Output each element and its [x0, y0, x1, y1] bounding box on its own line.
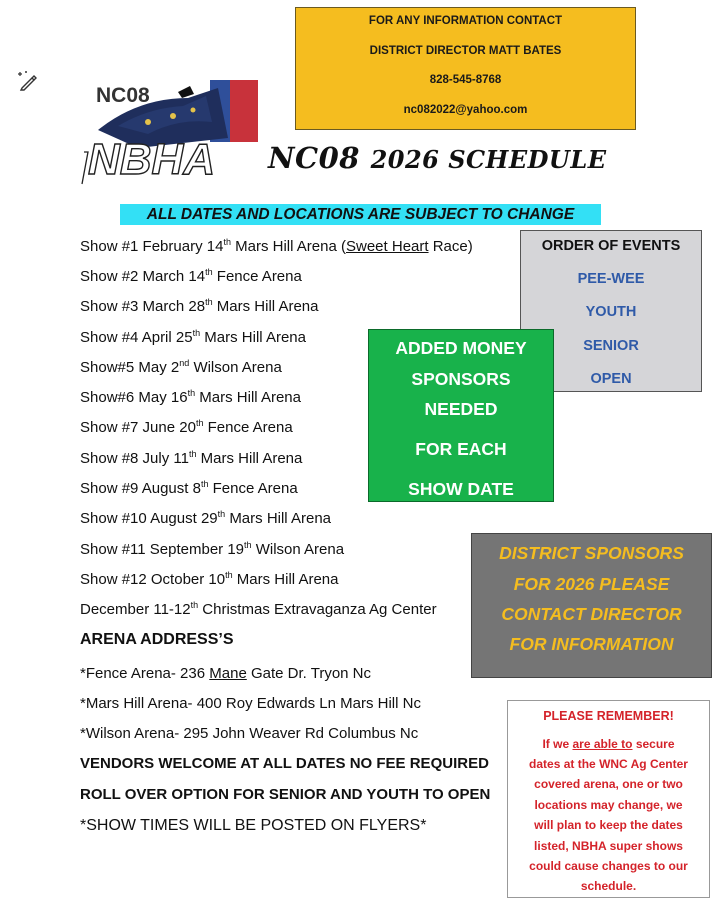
show-line-11: Show #11 September 19th Wilson Arena — [80, 540, 345, 558]
fence-address: *Fence Arena- 236 Mane Gate Dr. Tryon Nc — [80, 665, 372, 682]
page-title — [268, 141, 607, 175]
title-rest: 2026 SCHEDULE — [370, 145, 607, 174]
remember-line: covered arena, one or two — [534, 777, 683, 791]
money-line: FOR EACH — [415, 439, 507, 459]
event-item: YOUTH — [585, 304, 637, 320]
event-item: SENIOR — [583, 338, 639, 354]
sponsors-line: FOR 2026 PLEASE — [513, 574, 670, 594]
show-line-10: Show #10 August 29th Mars Hill Arena — [80, 509, 332, 527]
show-line-8: Show #8 July 11th Mars Hill Arena — [80, 449, 303, 467]
nbha-logo — [78, 78, 260, 186]
december-line: December 11-12th Christmas Extravaganza Ag Center — [80, 600, 437, 618]
district-sponsors-box — [471, 533, 712, 678]
edit-sparkle-icon[interactable] — [16, 68, 40, 92]
remember-line: could cause changes to our — [529, 859, 688, 873]
remember-line: locations may change, we — [534, 798, 683, 812]
remember-line: will plan to keep the dates — [534, 818, 683, 832]
show-line-3: Show #3 March 28th Mars Hill Arena — [80, 297, 319, 315]
sponsors-line: FOR INFORMATION — [509, 634, 674, 654]
logo-org-text: NBHA — [88, 135, 216, 184]
show-line-7: Show #7 June 20th Fence Arena — [80, 418, 293, 436]
showtimes-note: *SHOW TIMES WILL BE POSTED ON FLYERS* — [80, 817, 427, 834]
remember-line: dates at the WNC Ag Center — [529, 757, 688, 771]
please-remember-box — [507, 700, 710, 898]
money-line: NEEDED — [424, 399, 498, 419]
event-item: OPEN — [590, 371, 632, 387]
change-notice: ALL DATES AND LOCATIONS ARE SUBJECT TO CHANGE — [120, 204, 601, 225]
show-line-6: Show#6 May 16th Mars Hill Arena — [80, 388, 301, 406]
remember-line: listed, NBHA super shows — [534, 839, 683, 853]
title-main: NC08 — [268, 141, 360, 175]
remember-line: schedule. — [580, 879, 637, 893]
show-line-4: Show #4 April 25th Mars Hill Arena — [80, 328, 306, 346]
events-heading: ORDER OF EVENTS — [541, 238, 681, 254]
remember-line: If we are able to secure — [542, 737, 675, 751]
arena-heading: ARENA ADDRESS’S — [80, 631, 234, 648]
contact-line-2: DISTRICT DIRECTOR MATT BATES — [369, 45, 562, 57]
logo-district-text: NC08 — [96, 84, 150, 107]
contact-box — [295, 7, 636, 130]
show-line-1: Show #1 February 14th Mars Hill Arena (Sweet Heart Race) — [80, 237, 473, 255]
event-item: PEE-WEE — [577, 271, 645, 287]
rollover-note: ROLL OVER OPTION FOR SENIOR AND YOUTH TO OPEN — [80, 786, 491, 803]
contact-phone: 828-545-8768 — [429, 74, 502, 86]
show-line-9: Show #9 August 8th Fence Arena — [80, 479, 298, 497]
wilson-address: *Wilson Arena- 295 John Weaver Rd Columbus Nc — [80, 725, 419, 742]
money-line: SHOW DATE — [408, 479, 514, 499]
mars-address: *Mars Hill Arena- 400 Roy Edwards Ln Mars Hill Nc — [80, 695, 421, 712]
show-line-12: Show #12 October 10th Mars Hill Arena — [80, 570, 339, 588]
show-line-5: Show#5 May 2nd Wilson Arena — [80, 358, 282, 376]
contact-line-1: FOR ANY INFORMATION CONTACT — [368, 15, 563, 27]
sponsors-line: DISTRICT SPONSORS — [499, 543, 684, 563]
show-line-2: Show #2 March 14th Fence Arena — [80, 267, 302, 285]
remember-heading: PLEASE REMEMBER! — [543, 709, 674, 723]
money-line: ADDED MONEY — [395, 338, 527, 358]
sweet-heart-link: Sweet Heart — [346, 238, 429, 255]
vendors-note: VENDORS WELCOME AT ALL DATES NO FEE REQUIRED — [80, 755, 489, 772]
sponsors-line: CONTACT DIRECTOR — [501, 604, 682, 624]
contact-email: nc082022@yahoo.com — [403, 104, 528, 116]
money-line: SPONSORS — [411, 369, 511, 389]
added-money-box — [368, 329, 554, 502]
